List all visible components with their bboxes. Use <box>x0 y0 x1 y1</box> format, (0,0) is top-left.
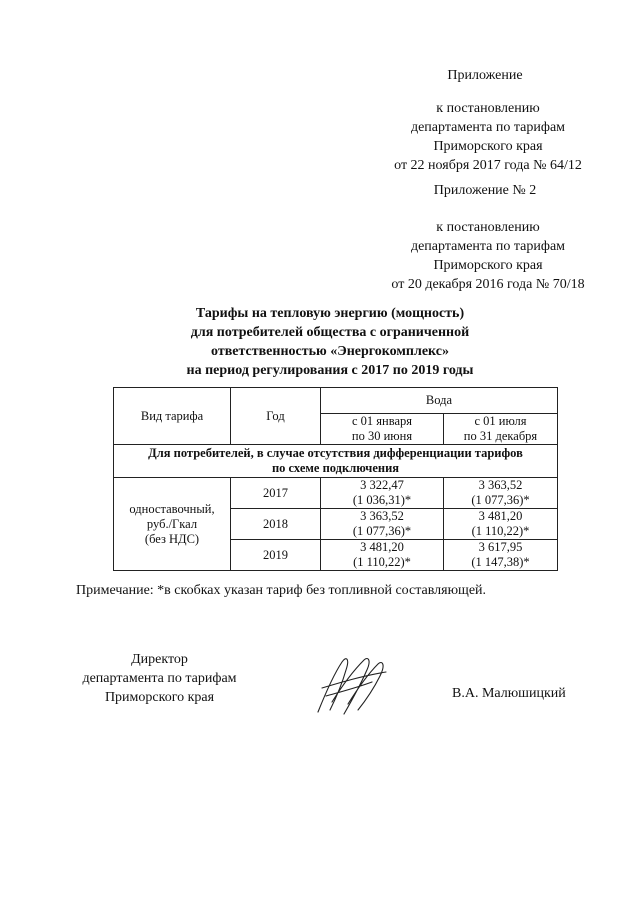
year-cell: 2019 <box>231 540 321 571</box>
tariff-value: 3 617,95 <box>478 540 523 554</box>
tariff-value-no-fuel: (1 036,31)* <box>352 493 412 507</box>
header-water: Вода <box>321 388 558 414</box>
table-row <box>114 478 558 509</box>
period-1-to: по 30 июня <box>351 429 413 443</box>
appendix-1-reference <box>368 99 608 175</box>
year-cell: 2017 <box>231 478 321 509</box>
footnote: Примечание: *в скобках указан тариф без топливной составляющей. <box>76 583 487 598</box>
tariff-value: 3 481,20 <box>478 509 523 523</box>
position-line: Приморского края <box>104 690 215 705</box>
period-1-from: с 01 января <box>351 414 413 428</box>
tariff-value-no-fuel: (1 110,22)* <box>471 524 530 538</box>
signatory-name: В.А. Малюшицкий <box>452 686 566 701</box>
header-year: Год <box>231 388 321 445</box>
tariff-value: 3 481,20 <box>360 540 404 554</box>
value-cell <box>321 540 444 571</box>
tariff-type-line: одноставочный, <box>129 501 215 516</box>
header-period-1 <box>321 414 444 445</box>
value-cell <box>444 509 558 540</box>
tariff-type-cell <box>114 478 231 571</box>
value-cell <box>321 509 444 540</box>
signatory-position <box>72 650 247 707</box>
tariff-value: 3 322,47 <box>360 478 404 492</box>
appendix-2-line: от 20 декабря 2016 года № 70/18 <box>391 277 585 292</box>
appendix-1-line: от 22 ноября 2017 года № 64/12 <box>394 158 582 173</box>
year-cell: 2018 <box>231 509 321 540</box>
position-line: департамента по тарифам <box>82 671 237 686</box>
appendix-2-line: Приморского края <box>433 258 543 273</box>
appendix-1-title: Приложение <box>447 68 523 83</box>
title-line: для потребителей общества с ограниченной <box>190 325 470 340</box>
tariff-table <box>113 387 558 571</box>
tariff-type-line: руб./Гкал <box>146 516 198 531</box>
tariff-value: 3 363,52 <box>360 509 404 523</box>
section-heading <box>114 445 558 478</box>
title-line: Тарифы на тепловую энергию (мощность) <box>195 306 465 321</box>
appendix-2-title: Приложение № 2 <box>433 183 537 198</box>
tariff-value-no-fuel: (1 077,36)* <box>352 524 412 538</box>
handwritten-signature <box>312 652 392 722</box>
appendix-1-line: Приморского края <box>433 139 543 154</box>
appendix-2-line: к постановлению <box>436 220 540 235</box>
tariff-value-no-fuel: (1 077,36)* <box>471 493 530 507</box>
period-2-to: по 31 декабря <box>463 429 538 443</box>
value-cell <box>321 478 444 509</box>
table-header-row <box>114 388 558 414</box>
section-line: по схеме подключения <box>271 461 400 475</box>
appendix-1-line: к постановлению <box>436 101 540 116</box>
header-tariff-type: Вид тарифа <box>114 388 231 445</box>
section-line: Для потребителей, в случае отсутствия дифференциации тарифов <box>148 446 523 460</box>
appendix-2-line: департамента по тарифам <box>410 239 566 254</box>
document-title <box>90 304 570 380</box>
value-cell <box>444 540 558 571</box>
header-period-2 <box>444 414 558 445</box>
table-section-row <box>114 445 558 478</box>
period-2-from: с 01 июля <box>474 414 527 428</box>
tariff-value-no-fuel: (1 110,22)* <box>353 555 411 569</box>
position-line: Директор <box>131 652 188 667</box>
tariff-value: 3 363,52 <box>478 478 523 492</box>
value-cell <box>444 478 558 509</box>
title-line: ответственностью «Энергокомплекс» <box>211 344 449 359</box>
title-line: на период регулирования с 2017 по 2019 годы <box>186 363 474 378</box>
tariff-type-line: (без НДС) <box>144 531 200 546</box>
appendix-1-line: департамента по тарифам <box>410 120 566 135</box>
appendix-2-reference <box>358 218 618 294</box>
tariff-value-no-fuel: (1 147,38)* <box>471 555 530 569</box>
